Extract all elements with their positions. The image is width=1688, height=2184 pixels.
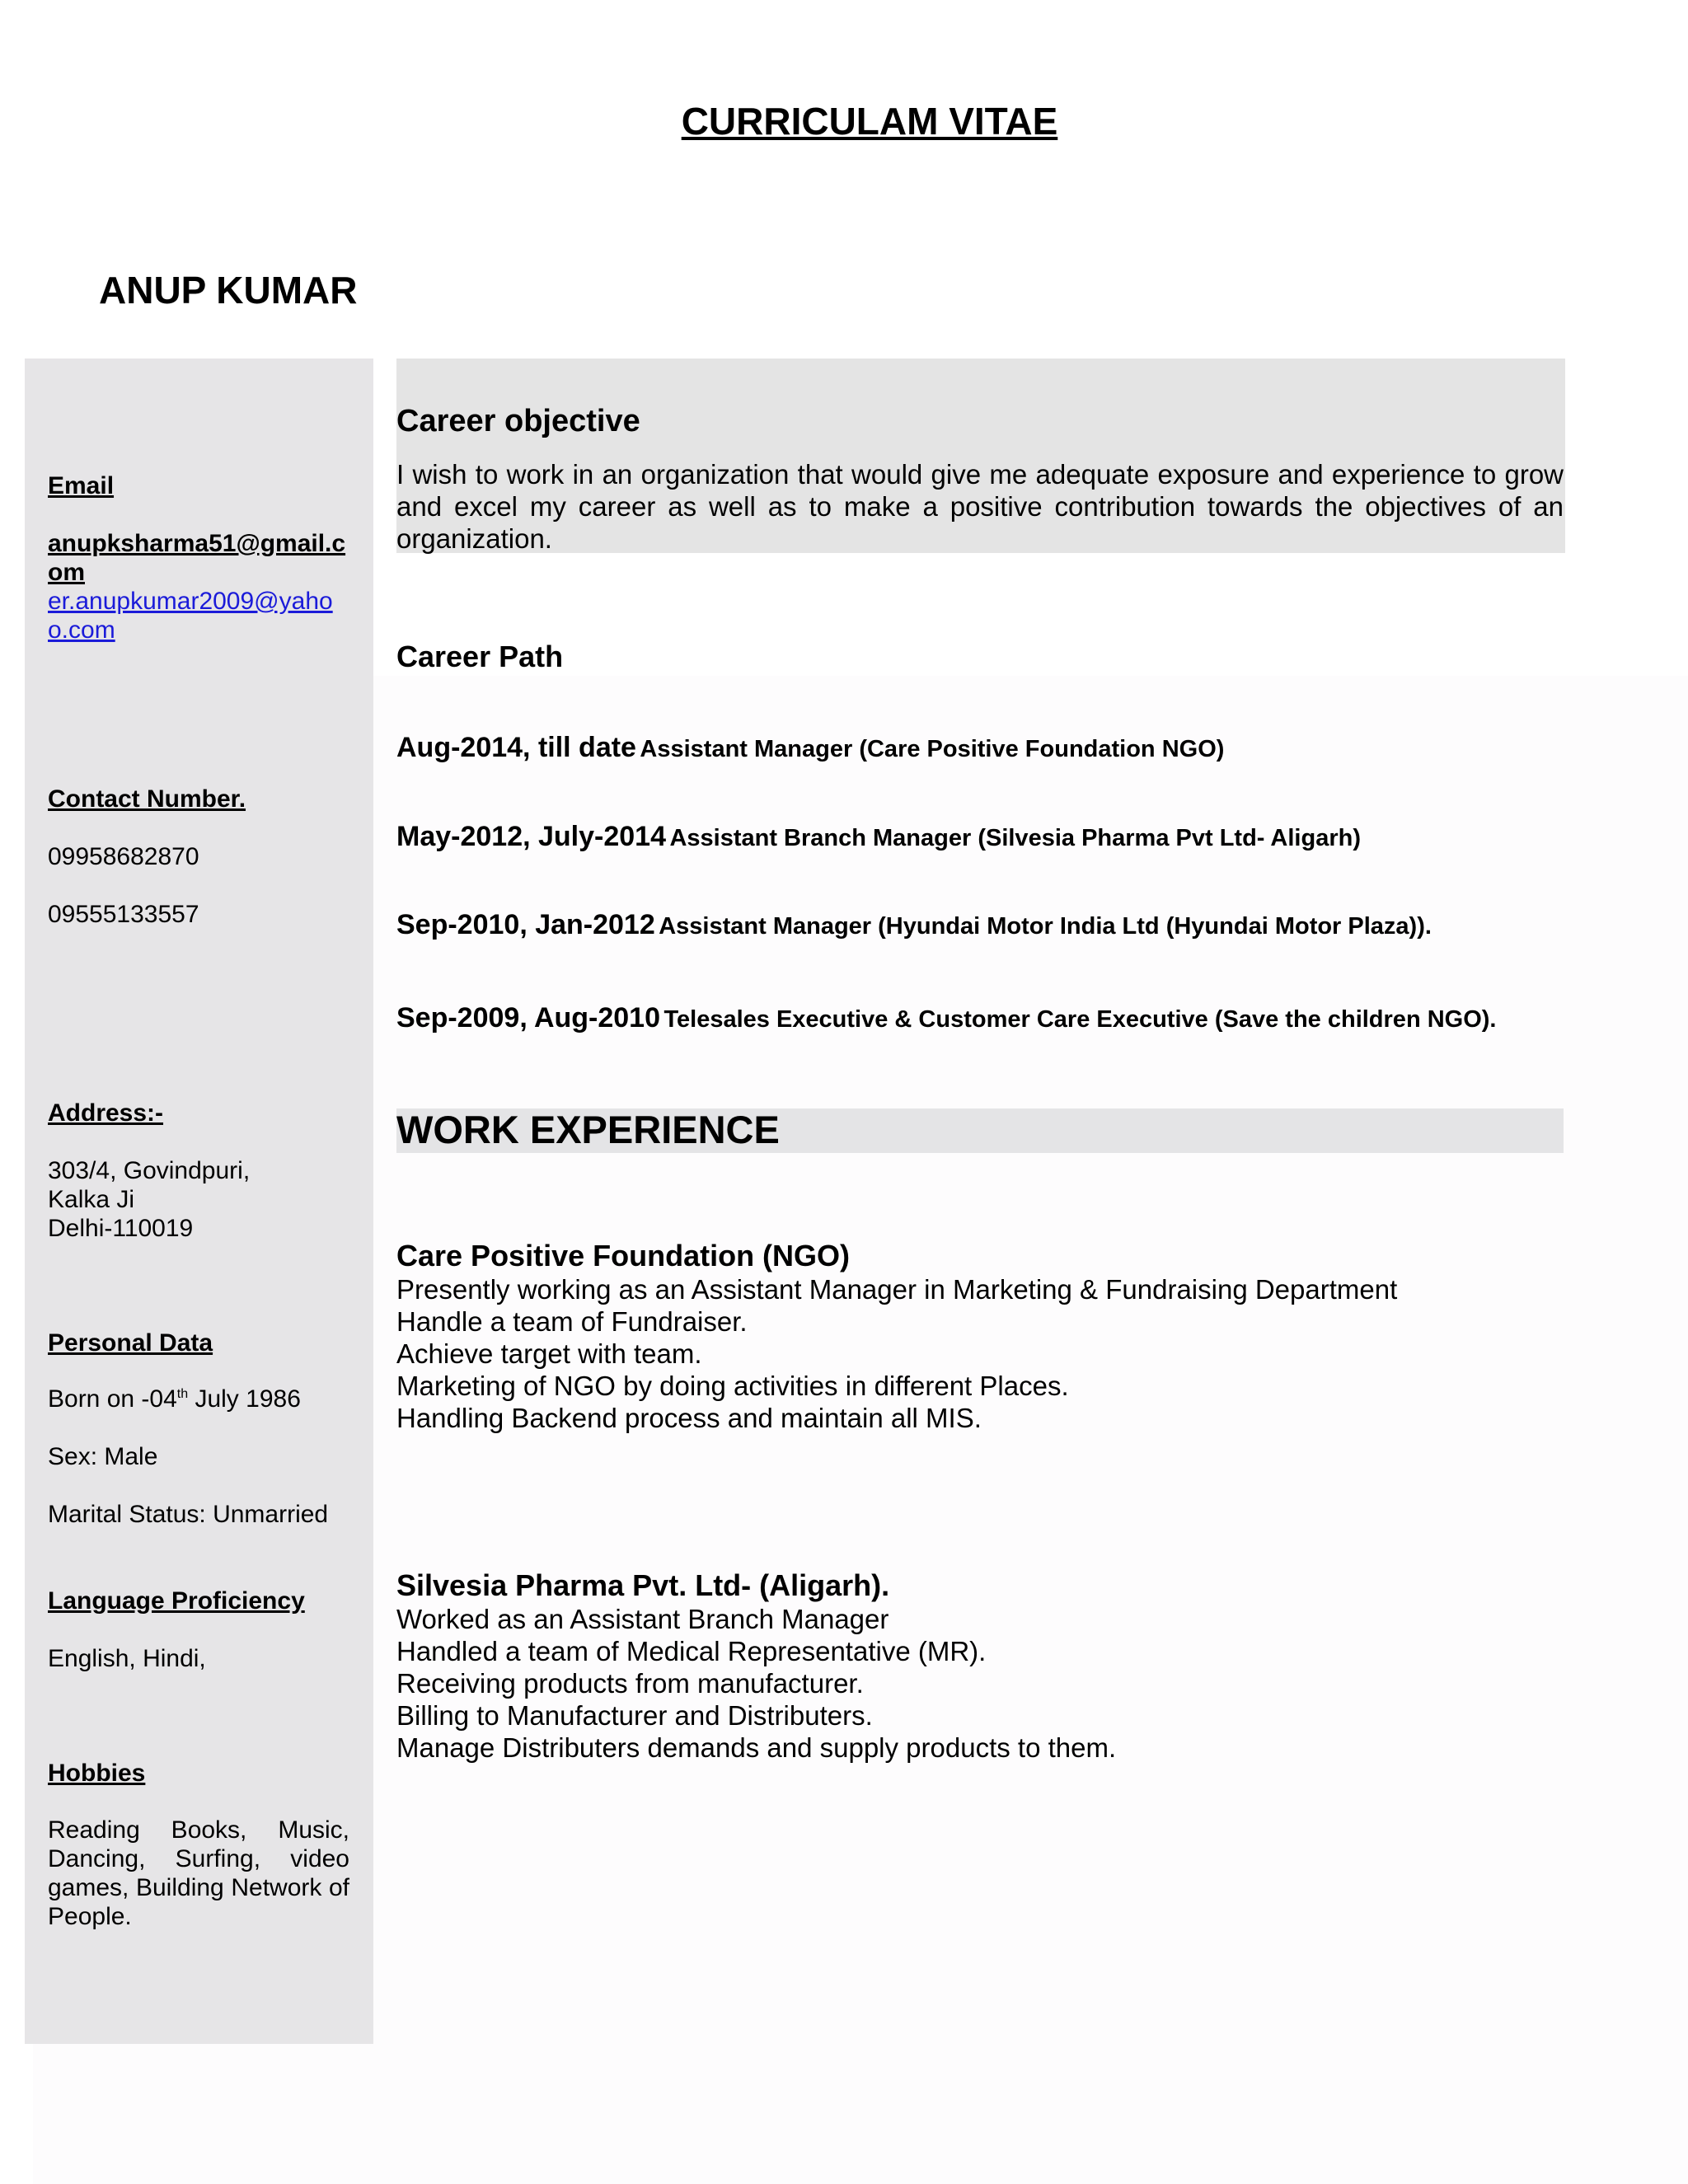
contact-number-2: 09555133557 bbox=[48, 901, 199, 928]
address-line-1: 303/4, Govindpuri, bbox=[48, 1157, 251, 1184]
career-path-dates: Sep-2009, Aug-2010 bbox=[396, 1002, 660, 1033]
career-path-dates: May-2012, July-2014 bbox=[396, 821, 666, 852]
job-line: Presently working as an Assistant Manager in Marketing & Fundraising Department bbox=[396, 1274, 1398, 1305]
job-entry bbox=[396, 1568, 1633, 1764]
language-value: English, Hindi, bbox=[48, 1645, 206, 1672]
job-line: Handled a team of Medical Representative (MR). bbox=[396, 1636, 987, 1666]
career-path-role: Assistant Manager (Care Positive Foundation NGO) bbox=[640, 736, 1225, 762]
email-heading: Email bbox=[48, 472, 115, 499]
job-company: Care Positive Foundation (NGO) bbox=[396, 1239, 851, 1272]
job-company: Silvesia Pharma Pvt. Ltd- (Aligarh). bbox=[396, 1568, 890, 1602]
birth-date bbox=[48, 1385, 349, 1413]
hobbies-heading: Hobbies bbox=[48, 1760, 146, 1787]
candidate-name: ANUP KUMAR bbox=[99, 269, 358, 312]
birth-date-ordinal: th bbox=[176, 1387, 189, 1401]
email-primary[interactable]: anupksharma51@gmail.com bbox=[48, 530, 346, 586]
contact-number-1: 09958682870 bbox=[48, 843, 199, 870]
career-path-dates: Aug-2014, till date bbox=[396, 732, 636, 763]
career-path-entry bbox=[396, 909, 1432, 941]
address-line-3: Delhi-110019 bbox=[48, 1215, 194, 1242]
contact-heading: Contact Number. bbox=[48, 785, 246, 813]
job-line: Billing to Manufacturer and Distributers. bbox=[396, 1700, 873, 1731]
birth-date-prefix: Born on -04 bbox=[48, 1385, 177, 1413]
career-objective-heading: Career objective bbox=[396, 404, 640, 438]
career-path-entry bbox=[396, 1002, 1496, 1034]
address-line-2: Kalka Ji bbox=[48, 1186, 135, 1213]
job-line: Handling Backend process and maintain all MIS. bbox=[396, 1403, 982, 1433]
birth-date-suffix: July 1986 bbox=[188, 1385, 301, 1413]
career-path-entry bbox=[396, 821, 1361, 853]
job-line: Worked as an Assistant Branch Manager bbox=[396, 1604, 889, 1634]
address-block bbox=[48, 1156, 349, 1243]
career-objective-text: I wish to work in an organization that would give me adequate exposure and experience to grow and excel my career as well as to make a positive contribution towards the objectives of an organization. bbox=[396, 459, 1564, 554]
career-path-dates: Sep-2010, Jan-2012 bbox=[396, 909, 655, 940]
job-entry bbox=[396, 1239, 1633, 1434]
personal-data-heading: Personal Data bbox=[48, 1329, 213, 1357]
career-path-entry bbox=[396, 732, 1224, 764]
career-path-role: Assistant Branch Manager (Silvesia Pharma Pvt Ltd- Aligarh) bbox=[669, 825, 1361, 851]
career-path-role: Telesales Executive & Customer Care Executive (Save the children NGO). bbox=[663, 1006, 1497, 1033]
career-path-heading: Career Path bbox=[396, 640, 564, 673]
job-line: Achieve target with team. bbox=[396, 1338, 702, 1369]
job-line: Marketing of NGO by doing activities in different Places. bbox=[396, 1371, 1069, 1401]
marital-status: Marital Status: Unmarried bbox=[48, 1501, 329, 1528]
career-path-role: Assistant Manager (Hyundai Motor India Ltd (Hyundai Motor Plaza)). bbox=[659, 913, 1432, 940]
job-line: Handle a team of Fundraiser. bbox=[396, 1306, 748, 1337]
document-title: CURRICULAM VITAE bbox=[681, 100, 1058, 143]
hobbies-value: Reading Books, Music, Dancing, Surfing, video games, Building Network of People. bbox=[48, 1816, 349, 1930]
job-line: Receiving products from manufacturer. bbox=[396, 1668, 864, 1699]
email-secondary-link[interactable]: er.anupkumar2009@yahoo.com bbox=[48, 588, 333, 644]
language-heading: Language Proficiency bbox=[48, 1587, 305, 1615]
work-experience-heading: WORK EXPERIENCE bbox=[396, 1108, 780, 1151]
job-line: Manage Distributers demands and supply products to them. bbox=[396, 1732, 1117, 1763]
address-heading: Address:- bbox=[48, 1099, 164, 1127]
sex: Sex: Male bbox=[48, 1443, 158, 1470]
